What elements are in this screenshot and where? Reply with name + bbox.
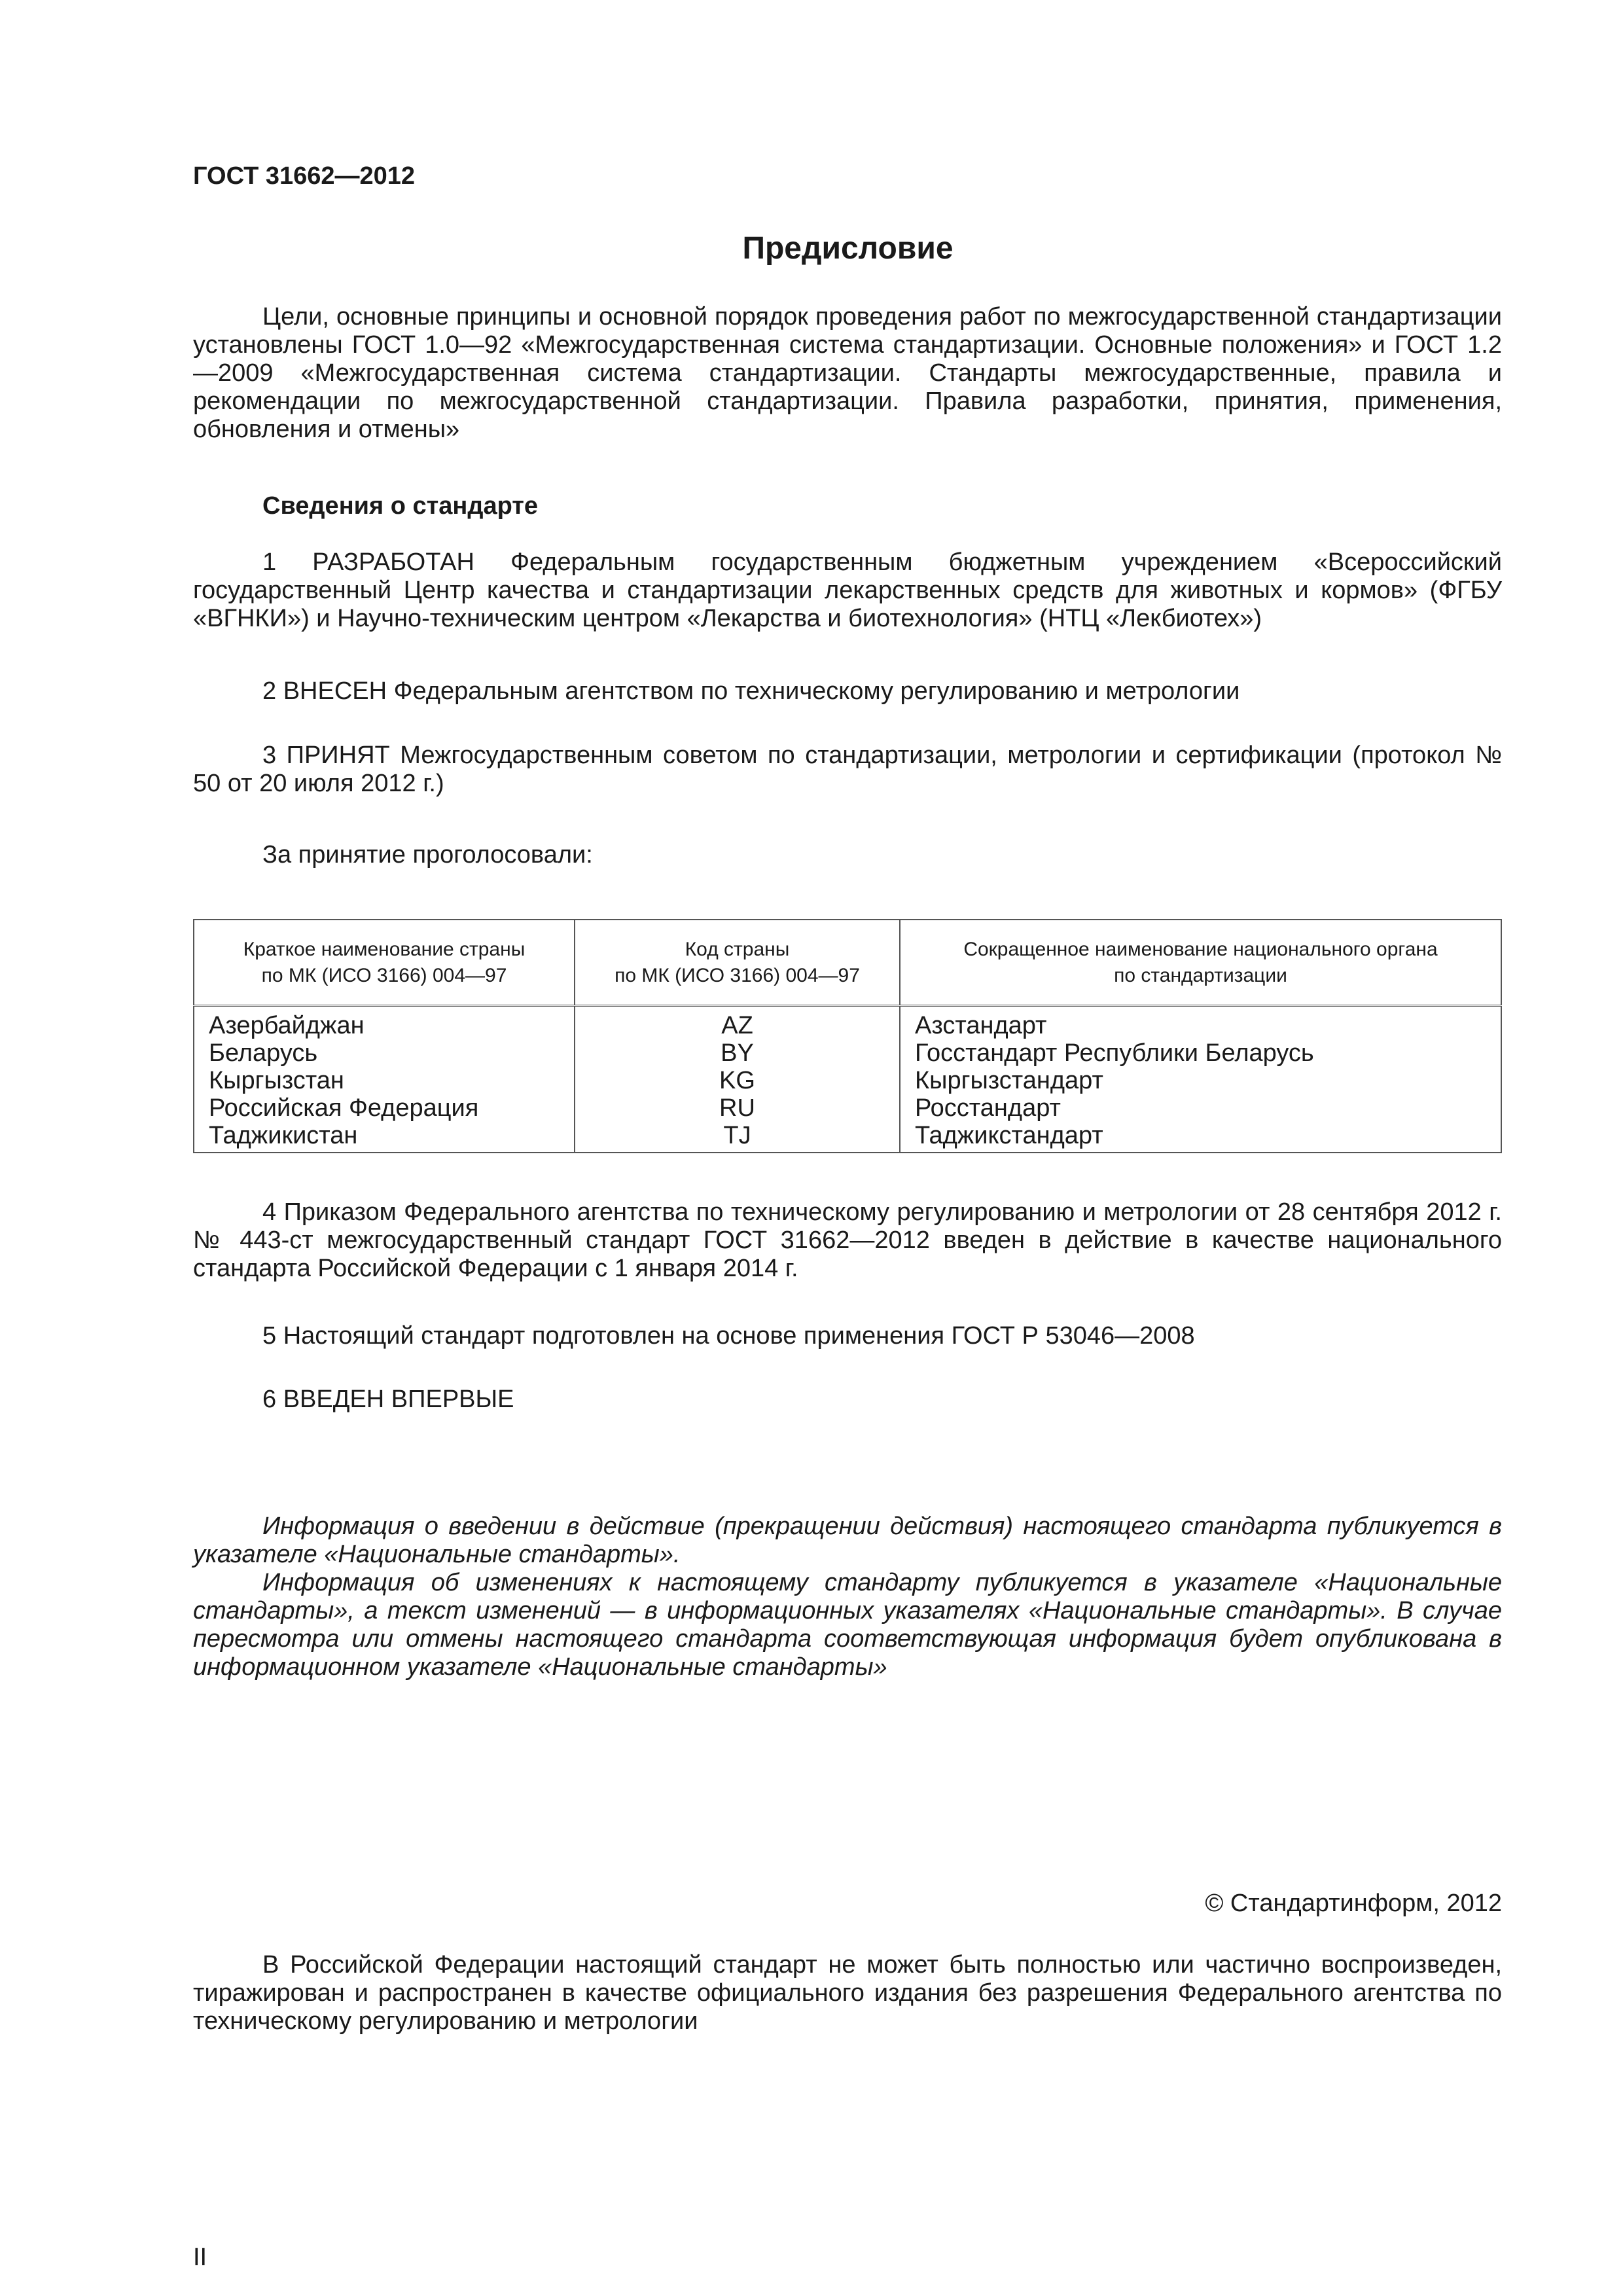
vote-intro: За принятие проголосовали: xyxy=(262,841,593,869)
cell-code: BY xyxy=(575,1039,900,1067)
page-title: Предисловие xyxy=(742,231,954,266)
cell-body: Госстандарт Республики Беларусь xyxy=(900,1039,1501,1067)
cell-country: Российская Федерация xyxy=(194,1094,575,1122)
header-code: Код страны по МК (ИСО 3166) 004—97 xyxy=(575,920,900,1006)
table-row xyxy=(194,1094,1501,1122)
cell-body: Росстандарт xyxy=(900,1094,1501,1122)
notice-paragraph-1: Информация о введении в действие (прекращении действия) настоящего стандарта публикуется в указателе «Национальные стандарты». xyxy=(193,1513,1502,1568)
cell-country: Беларусь xyxy=(194,1039,575,1067)
cell-country: Азербайджан xyxy=(194,1006,575,1040)
header-country: Краткое наименование страны по МК (ИСО 3166) 004—97 xyxy=(194,920,575,1006)
header-body: Сокращенное наименование национального органа по стандартизации xyxy=(900,920,1501,1006)
table-row xyxy=(194,1039,1501,1067)
section-heading: Сведения о стандарте xyxy=(262,492,539,520)
cell-code: RU xyxy=(575,1094,900,1122)
table-row xyxy=(194,1006,1501,1040)
notice-paragraph-2: Информация об изменениях к настоящему стандарту публикуется в указателе «Национальные стандарты», а текст изменений — в информационных указателях «Национальные стандарты». В случае пересмотра или отмены настоящего стандарта соответствующая информация будет опубликована в информационном указателе «Национальные стандарты» xyxy=(193,1569,1502,1681)
item-basis: 5 Настоящий стандарт подготовлен на основе применения ГОСТ Р 53046—2008 xyxy=(262,1322,1195,1350)
item-order: 4 Приказом Федерального агентства по техническому регулированию и метрологии от 28 сентября 2012 г. № 443-ст межгосударственный стандарт ГОСТ 31662—2012 введен в действие в качестве национального стандарта Российской Федерации с 1 января 2014 г. xyxy=(193,1198,1502,1282)
intro-paragraph: Цели, основные принципы и основной порядок проведения работ по межгосударственной стандартизации установлены ГОСТ 1.0—92 «Межгосударственная система стандартизации. Основные положения» и ГОСТ 1.2—2009 «Межгосударственная система стандартизации. Стандарты межгосударственные, правила и рекомендации по межгосударственной стандартизации. Правила разработки, принятия, применения, обновления и отмены» xyxy=(193,303,1502,443)
cell-code: AZ xyxy=(575,1006,900,1040)
document-code: ГОСТ 31662—2012 xyxy=(193,162,416,190)
legal-notice: В Российской Федерации настоящий стандарт не может быть полностью или частично воспроизведен, тиражирован и распространен в качестве официального издания без разрешения Федерального агентства по техническому регулированию и метрологии xyxy=(193,1951,1502,2035)
table-row xyxy=(194,1122,1501,1153)
cell-code: TJ xyxy=(575,1122,900,1153)
copyright: © Стандартинформ, 2012 xyxy=(1205,1890,1502,1917)
cell-country: Таджикистан xyxy=(194,1122,575,1153)
item-adopted: 3 ПРИНЯТ Межгосударственным советом по стандартизации, метрологии и сертификации (протокол № 50 от 20 июля 2012 г.) xyxy=(193,742,1502,797)
cell-body: Таджикстандарт xyxy=(900,1122,1501,1153)
item-developed: 1 РАЗРАБОТАН Федеральным государственным бюджетным учреждением «Всероссийский государственный Центр качества и стандартизации лекарственных средств для животных и кормов» (ФГБУ «ВГНКИ») и Научно-техническим центром «Лекарства и биотехнология» (НТЦ «Лекбиотех») xyxy=(193,548,1502,632)
table-row xyxy=(194,1067,1501,1094)
voting-table xyxy=(193,919,1502,1153)
cell-code: KG xyxy=(575,1067,900,1094)
cell-body: Азстандарт xyxy=(900,1006,1501,1040)
cell-country: Кыргызстан xyxy=(194,1067,575,1094)
page-number: II xyxy=(193,2244,207,2271)
table-header-row xyxy=(194,920,1501,1006)
item-submitted: 2 ВНЕСЕН Федеральным агентством по техническому регулированию и метрологии xyxy=(262,677,1240,705)
item-introduced: 6 ВВЕДЕН ВПЕРВЫЕ xyxy=(262,1386,514,1413)
cell-body: Кыргызстандарт xyxy=(900,1067,1501,1094)
